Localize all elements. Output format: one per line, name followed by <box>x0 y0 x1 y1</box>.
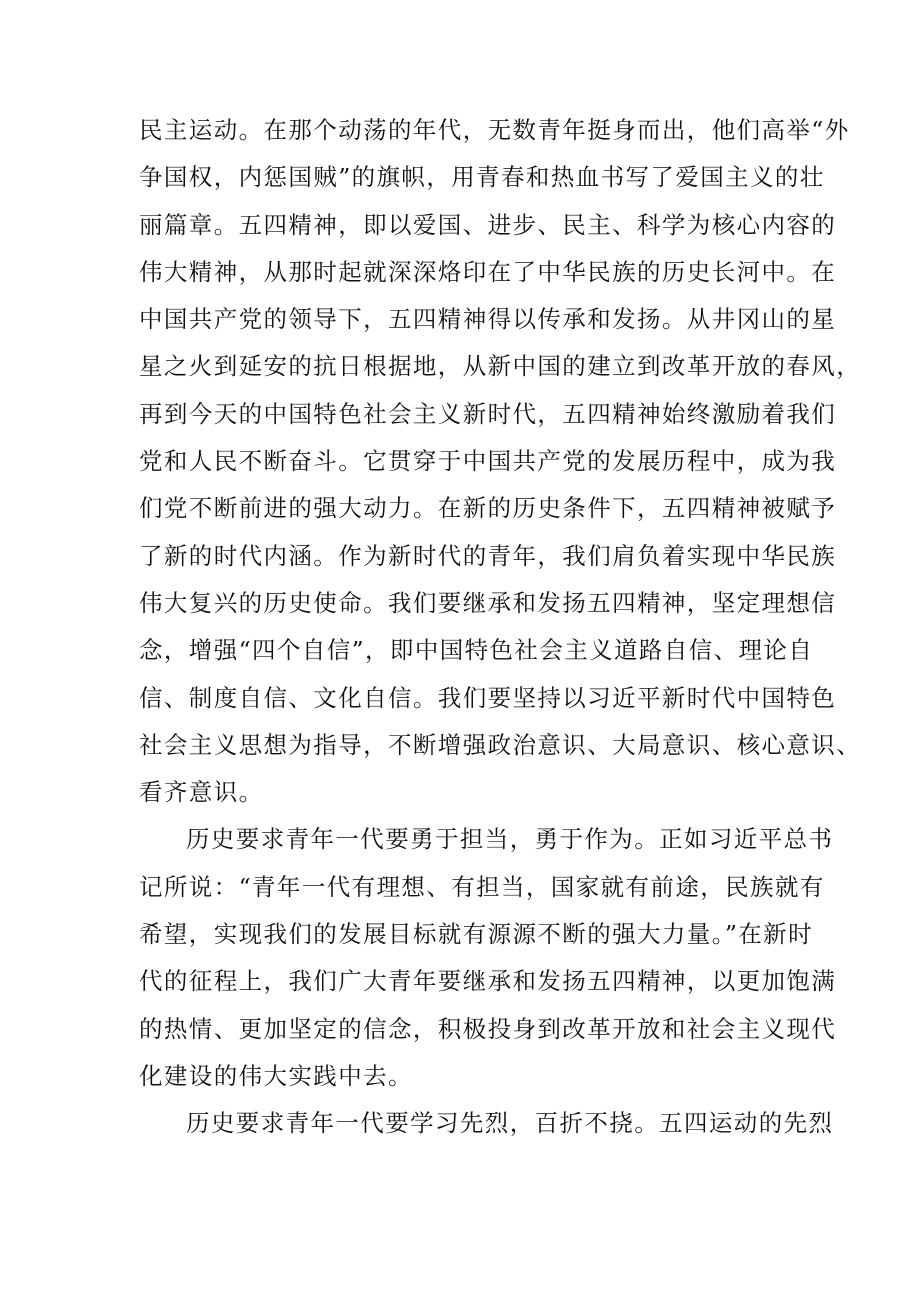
paragraph <box>139 816 837 1100</box>
text-line: 了新的时代内涵。作为新时代的青年，我们肩负着实现中华民族 <box>139 541 837 570</box>
text-line: 中国共产党的领导下，五四精神得以传承和发扬。从井冈山的星 <box>139 305 837 334</box>
text-line: 再到今天的中国特色社会主义新时代，五四精神始终激励着我们 <box>139 399 837 428</box>
text-line: 星之火到延安的抗日根据地，从新中国的建立到改革开放的春风， <box>139 352 862 381</box>
text-line: 伟大精神，从那时起就深深烙印在了中华民族的历史长河中。在 <box>139 257 837 286</box>
text-line: 化建设的伟大实践中去。 <box>139 1061 413 1090</box>
paragraph <box>139 107 862 816</box>
text-line: 伟大复兴的历史使命。我们要继承和发扬五四精神，坚定理想信 <box>139 588 837 617</box>
text-line: 希望，实现我们的发展目标就有源源不断的强大力量。”在新时 <box>139 920 813 949</box>
text-line: 历史要求青年一代要勇于担当，勇于作为。正如习近平总书 <box>186 825 834 854</box>
text-line: 党和人民不断奋斗。它贯穿于中国共产党的发展历程中，成为我 <box>139 447 837 476</box>
text-line: 念，增强“四个自信”，即中国特色社会主义道路自信、理论自 <box>139 636 814 665</box>
document-body <box>139 107 862 1148</box>
text-line: 记所说：“青年一代有理想、有担当，国家就有前途，民族就有 <box>139 872 825 901</box>
text-line: 社会主义思想为指导，不断增强政治意识、大局意识、核心意识、 <box>139 730 862 759</box>
text-line: 争国权，内惩国贼”的旗帜，用青春和热血书写了爱国主义的壮 <box>139 163 825 192</box>
text-line: 的热情、更加坚定的信念，积极投身到改革开放和社会主义现代 <box>139 1014 837 1043</box>
paragraph <box>139 1100 834 1147</box>
text-line: 丽篇章。五四精神，即以爱国、进步、民主、科学为核心内容的 <box>139 210 837 239</box>
text-line: 信、制度自信、文化自信。我们要坚持以习近平新时代中国特色 <box>139 683 837 712</box>
text-line: 民主运动。在那个动荡的年代，无数青年挺身而出，他们高举“外 <box>139 116 850 144</box>
text-line: 看齐意识。 <box>139 778 264 807</box>
text-line: 代的征程上，我们广大青年要继承和发扬五四精神，以更加饱满 <box>139 967 837 996</box>
text-line: 历史要求青年一代要学习先烈，百折不挠。五四运动的先烈 <box>186 1109 834 1138</box>
text-line: 们党不断前进的强大动力。在新的历史条件下，五四精神被赋予 <box>139 494 837 523</box>
